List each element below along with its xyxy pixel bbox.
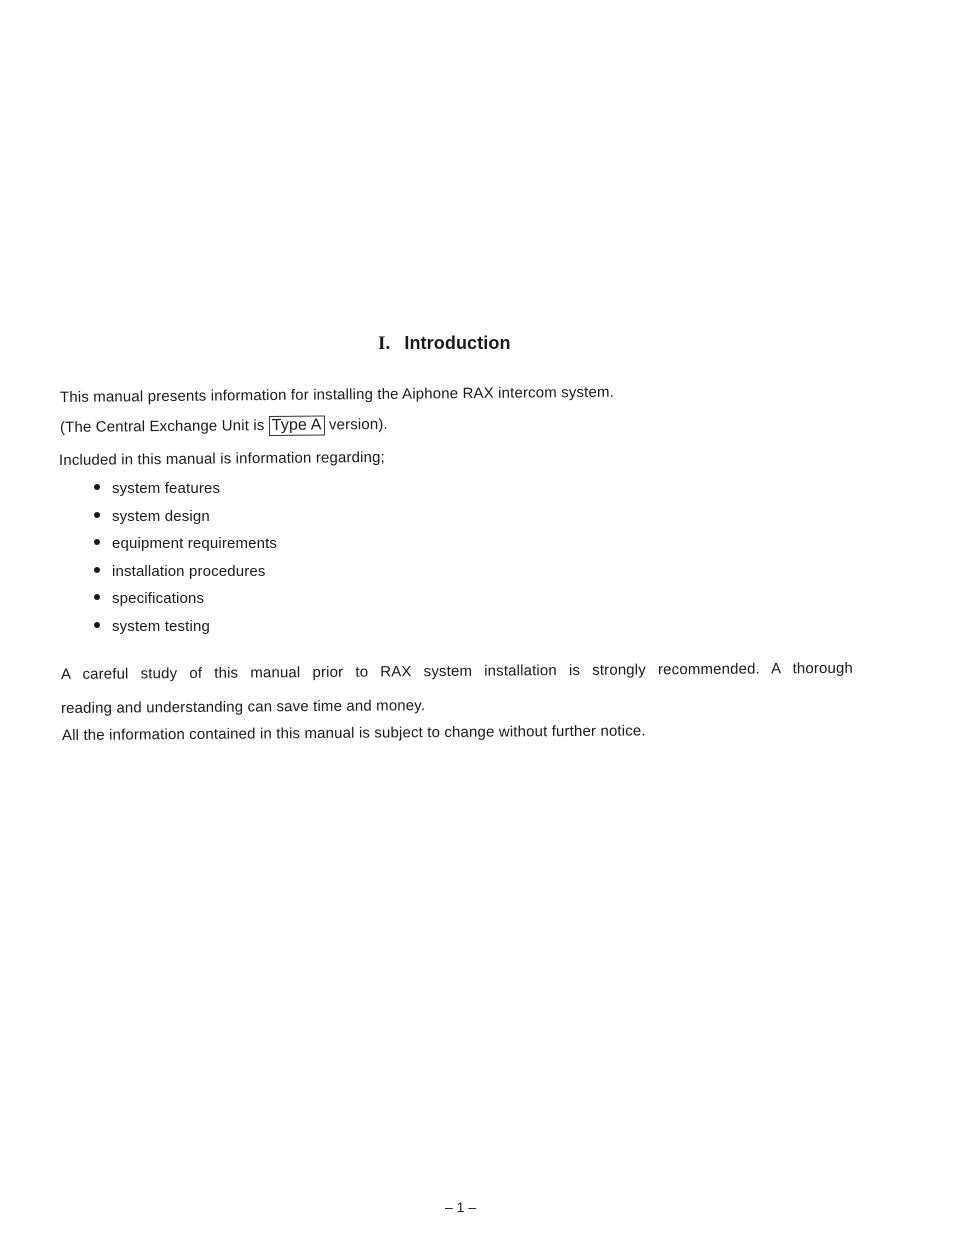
list-item: installation procedures [94, 563, 277, 591]
intro-line-3: Included in this manual is information regarding; [58, 448, 385, 469]
section-number: I. [378, 333, 391, 354]
list-item: system design [94, 508, 277, 536]
topic-list [94, 480, 277, 646]
intro-line-1: This manual presents information for installing the Aiphone RAX intercom system. [59, 383, 614, 406]
list-item: specifications [94, 590, 277, 618]
intro-line-2-suffix: version). [328, 415, 388, 434]
section-title: Introduction [404, 333, 511, 353]
bullet-icon [94, 484, 100, 490]
section-heading [378, 333, 511, 355]
list-item: system features [94, 480, 277, 508]
list-item: equipment requirements [94, 535, 277, 563]
closing-line-3: All the information contained in this manual is subject to change without further notice. [61, 722, 646, 744]
closing-line-1: A careful study of this manual prior to RAX system installation is strongly recommended. A thorough [60, 659, 854, 683]
list-item: system testing [94, 618, 277, 646]
closing-line-2: reading and understanding can save time and money. [60, 697, 426, 717]
bullet-icon [94, 512, 100, 518]
intro-line-2-prefix: (The Central Exchange Unit is [59, 417, 265, 436]
type-a-box: Type A [269, 415, 325, 436]
page-number: – 1 – [445, 1199, 477, 1215]
bullet-icon [94, 567, 100, 573]
bullet-icon [94, 594, 100, 600]
intro-line-2 [60, 415, 388, 438]
bullet-icon [94, 539, 100, 545]
bullet-icon [94, 622, 100, 628]
